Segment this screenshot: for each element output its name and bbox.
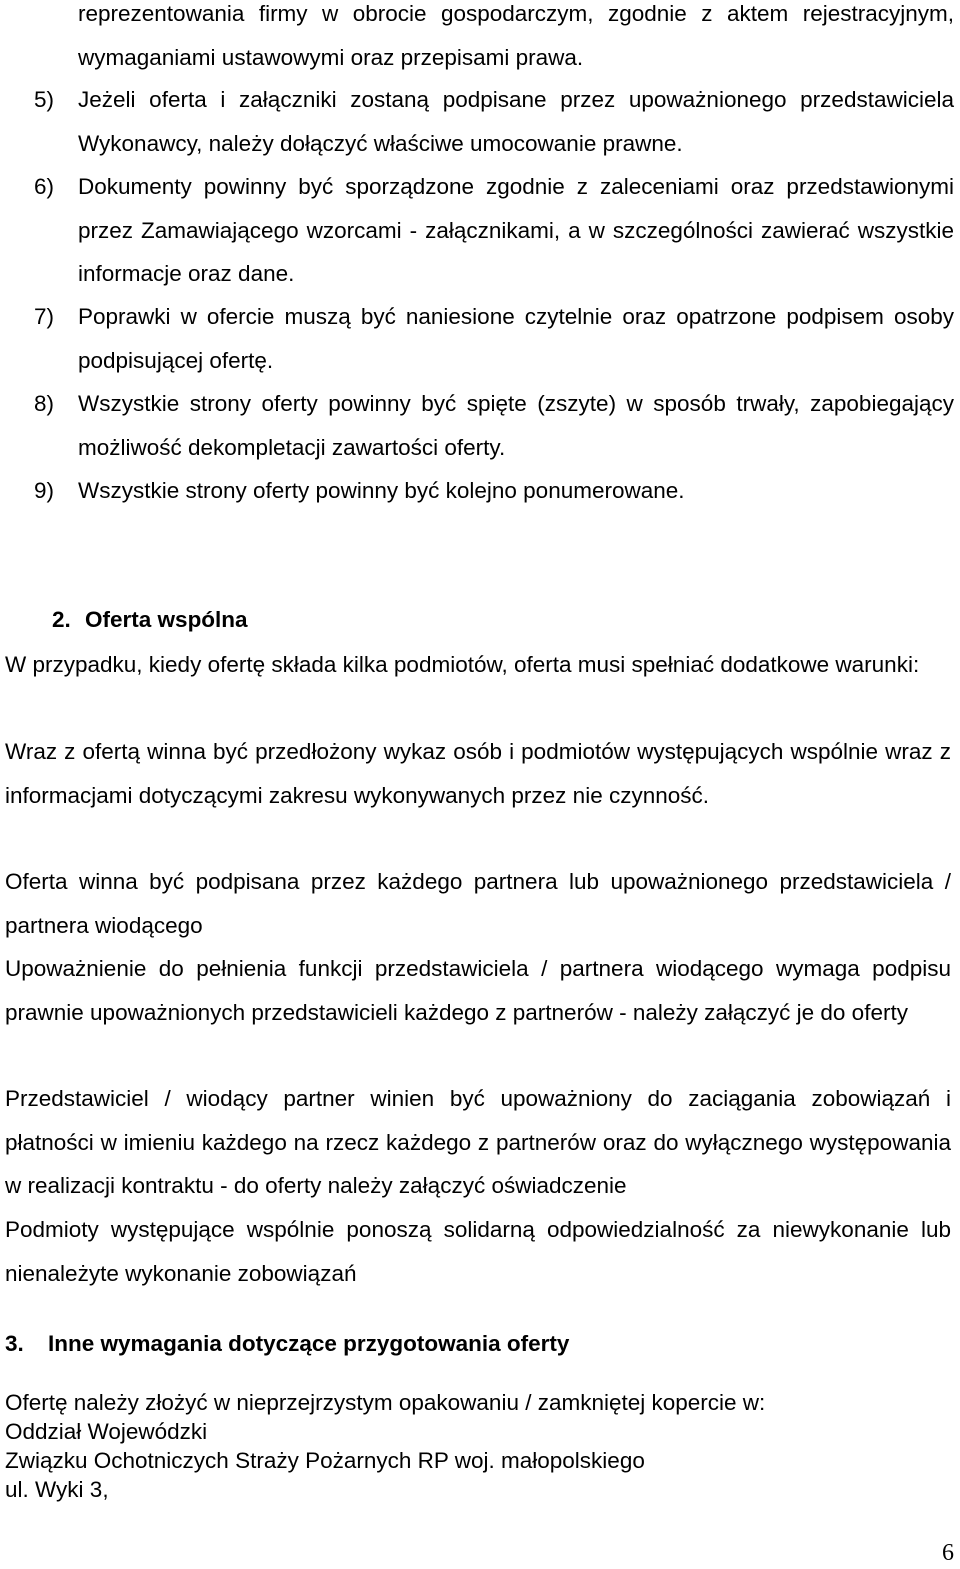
list-item-number: 7) xyxy=(34,304,55,329)
list-item-number: 6) xyxy=(34,174,55,199)
list-item-text: Jeżeli oferta i załączniki zostaną podpisane przez upoważnionego przedstawiciela Wykonawcy, należy dołączyć właściwe umocowanie prawne. xyxy=(78,87,954,156)
list-item-number: 9) xyxy=(34,478,55,503)
page-number: 6 xyxy=(942,1540,954,1566)
list-item-4-continuation xyxy=(34,0,954,79)
address-line: Oddział Wojewódzki xyxy=(5,1419,208,1444)
list-item-text: Dokumenty powinny być sporządzone zgodnie z zaleceniami oraz przedstawionymi przez Zamawiającego wzorcami - załącznikami, a w szczególności zawierać wszystkie informacje oraz dane. xyxy=(78,174,954,286)
paragraph: Przedstawiciel / wiodący partner winien być upoważniony do zaciągania zobowiązań i płatności w imieniu każdego na rzecz każdego z partnerów oraz do wyłącznego występowania w realizacji kontraktu - do oferty należy załączyć oświadczenie xyxy=(5,1086,951,1198)
list-item-number: 8) xyxy=(34,391,55,416)
section-2-heading xyxy=(52,607,248,633)
section-title: Inne wymagania dotyczące przygotowania oferty xyxy=(48,1331,570,1356)
section-3-heading xyxy=(5,1331,569,1357)
list-item-number: 5) xyxy=(34,87,55,112)
address-line: Ofertę należy złożyć w nieprzejrzystym opakowaniu / zamkniętej kopercie w: xyxy=(5,1390,766,1415)
list-item-7 xyxy=(34,295,954,382)
paragraph: Oferta winna być podpisana przez każdego partnera lub upoważnionego przedstawiciela / partnera wiodącego xyxy=(5,869,951,938)
address-line: ul. Wyki 3, xyxy=(5,1477,109,1502)
paragraph: Wraz z ofertą winna być przedłożony wykaz osób i podmiotów występujących wspólnie wraz z informacjami dotyczącymi zakresu wykonywanych przez nie czynność. xyxy=(5,739,951,808)
section-title: Oferta wspólna xyxy=(85,607,248,632)
list-item-text: Wszystkie strony oferty powinny być kolejno ponumerowane. xyxy=(78,478,685,503)
section-number: 2. xyxy=(52,607,71,632)
list-item-5 xyxy=(34,78,954,165)
list-item-6 xyxy=(34,165,954,296)
paragraph: Podmioty występujące wspólnie ponoszą solidarną odpowiedzialność za niewykonanie lub nienależyte wykonanie zobowiązań xyxy=(5,1217,951,1286)
list-item-8 xyxy=(34,382,954,469)
list-item-text: reprezentowania firmy w obrocie gospodarczym, zgodnie z aktem rejestracyjnym, wymaganiami ustawowymi oraz przepisami prawa. xyxy=(78,1,954,70)
list-item-9 xyxy=(34,469,954,513)
section-number: 3. xyxy=(5,1331,24,1356)
paragraph: Upoważnienie do pełnienia funkcji przedstawiciela / partnera wiodącego wymaga podpisu prawnie upoważnionych przedstawicieli każdego z partnerów - należy załączyć je do oferty xyxy=(5,956,951,1025)
address-line: Związku Ochotniczych Straży Pożarnych RP woj. małopolskiego xyxy=(5,1448,645,1473)
list-item-text: Wszystkie strony oferty powinny być spięte (zszyte) w sposób trwały, zapobiegający możliwość dekompletacji zawartości oferty. xyxy=(78,391,954,460)
paragraph: W przypadku, kiedy ofertę składa kilka podmiotów, oferta musi spełniać dodatkowe warunki: xyxy=(5,652,920,677)
list-item-text: Poprawki w ofercie muszą być naniesione czytelnie oraz opatrzone podpisem osoby podpisującej ofertę. xyxy=(78,304,954,373)
